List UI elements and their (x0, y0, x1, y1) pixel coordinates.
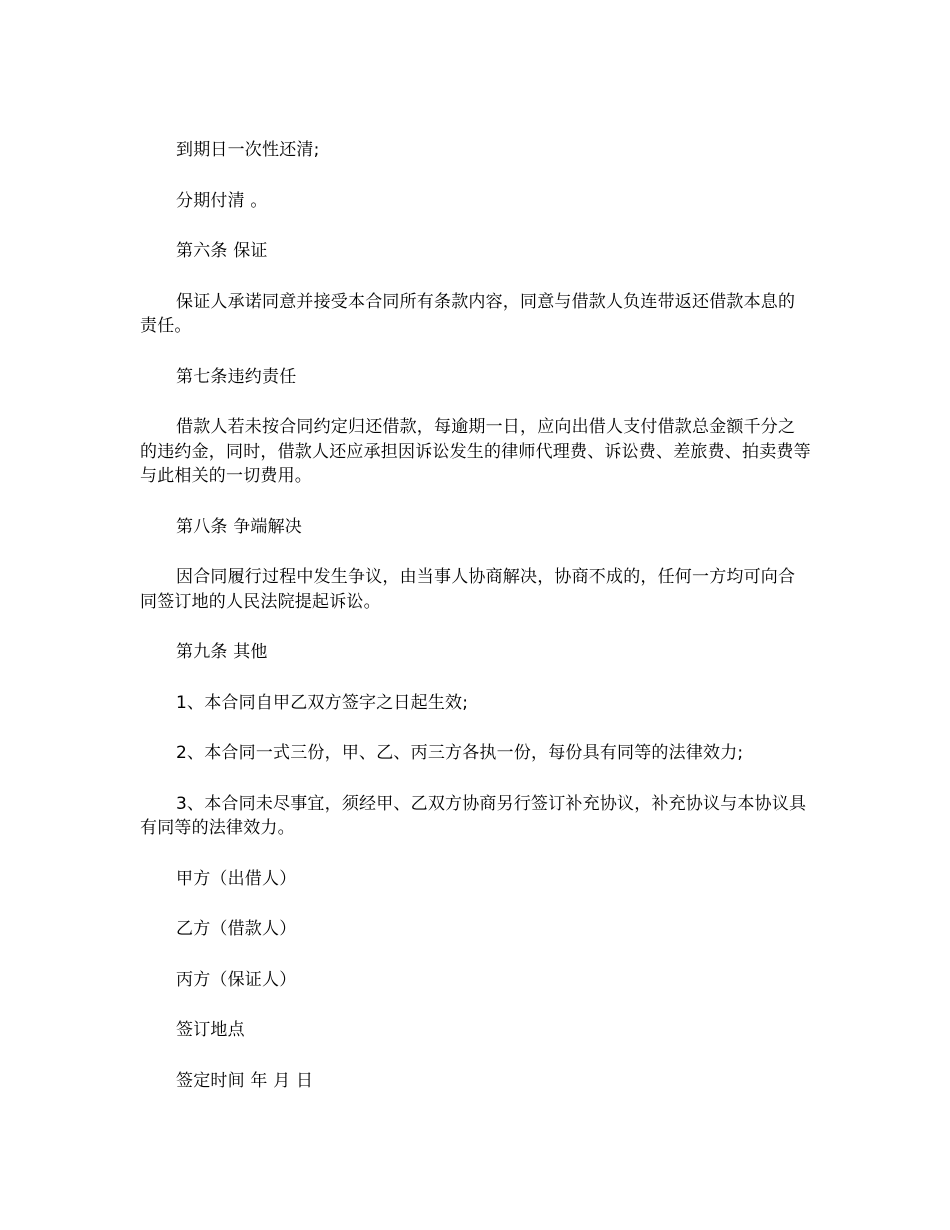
document-body (140, 138, 812, 1119)
article-9-item-2: 2、本合同一式三份，甲、乙、丙三方各执一份，每份具有同等的法律效力; (176, 743, 744, 763)
article-9-item-3: 3、本合同未尽事宜，须经甲、乙双方协商另行签订补充协议，补充协议与本协议具有同等的法律效力。 (140, 793, 807, 838)
article-7-heading: 第七条违约责任 (176, 366, 297, 387)
party-b-borrower: 乙方（借款人） (176, 919, 297, 939)
signing-date: 签定时间 年 月 日 (176, 1070, 314, 1091)
article-9-heading: 第九条 其他 (176, 642, 268, 662)
article-7-text: 借款人若未按合同约定归还借款，每逾期一日，应向出借人支付借款总金额千分之 的违约金，同时，借款人还应承担因诉讼发生的律师代理费、诉讼费、差旅费、拍卖费等与此相关的一切费用。 (140, 417, 811, 486)
article-9-item-1: 1、本合同自甲乙双方签字之日起生效; (176, 692, 469, 713)
signing-place: 签订地点 (176, 1020, 245, 1040)
repayment-option-installments: 分期付清 。 (176, 190, 268, 211)
party-c-guarantor: 丙方（保证人） (176, 969, 297, 990)
party-a-lender: 甲方（出借人） (176, 868, 297, 889)
repayment-option-lump-sum: 到期日一次性还清; (176, 140, 320, 160)
article-6-text: 保证人承诺同意并接受本合同所有条款内容，同意与借款人负连带返还借款本息的责任。 (140, 291, 796, 336)
article-8-text: 因合同履行过程中发生争议，由当事人协商解决，协商不成的，任何一方均可向合同签订地的人民法院提起诉讼。 (140, 567, 796, 612)
article-6-heading: 第六条 保证 (176, 241, 268, 261)
article-8-heading: 第八条 争端解决 (176, 516, 303, 537)
